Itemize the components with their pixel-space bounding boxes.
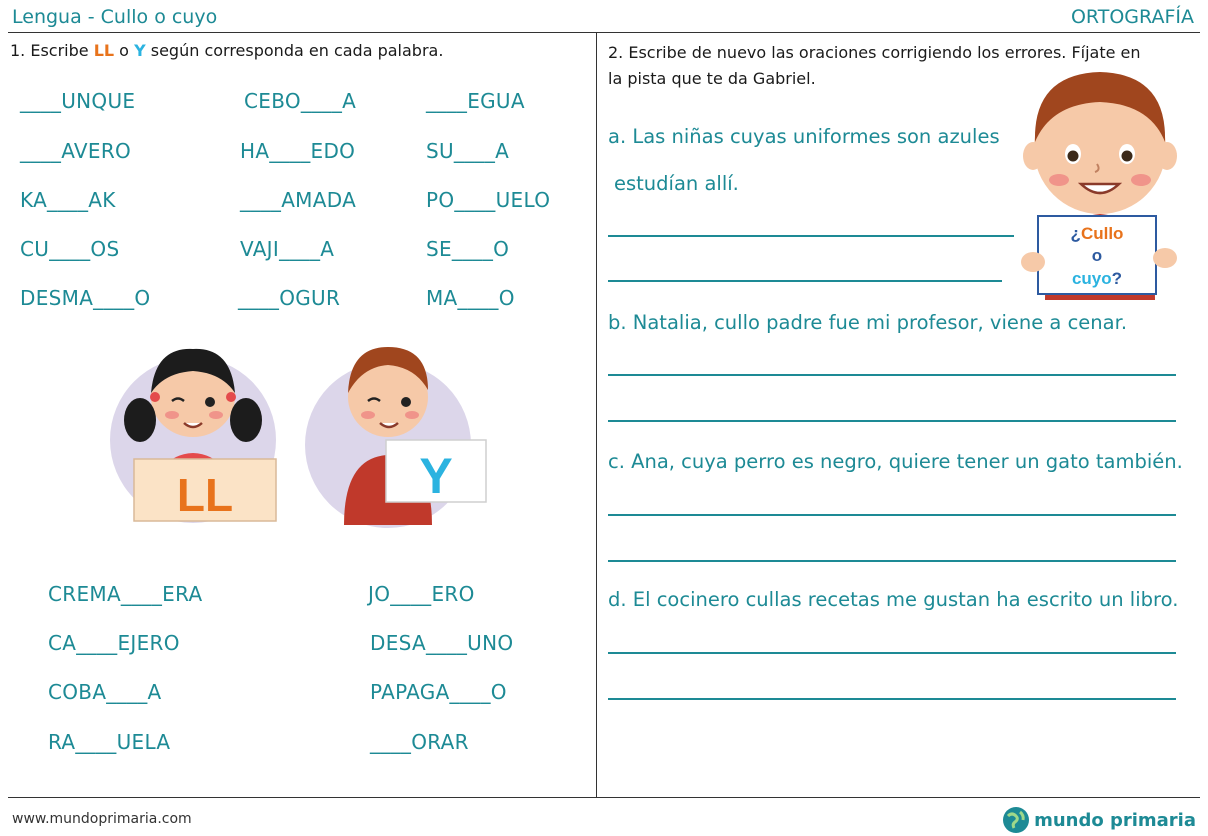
sign-cuyo-text: cuyo?: [1071, 269, 1123, 288]
word-item: CEBO____A: [244, 89, 357, 113]
y-sign: [386, 440, 486, 504]
sign-cullo-text: ¿Cullo: [1070, 224, 1124, 243]
answer-line[interactable]: [608, 698, 1176, 700]
word-item: RA____UELA: [48, 730, 171, 754]
answer-line[interactable]: [608, 560, 1176, 562]
answer-line[interactable]: [608, 374, 1176, 376]
gabriel-illustration: [1015, 68, 1185, 300]
answer-line[interactable]: [608, 235, 1014, 237]
word-item: MA____O: [426, 286, 515, 310]
ll-letters: LL: [93, 41, 115, 60]
word-item: ____UNQUE: [20, 89, 136, 113]
word-item: DESA____UNO: [370, 631, 514, 655]
word-item: ____OGUR: [238, 286, 341, 310]
word-item: SU____A: [426, 139, 510, 163]
column-divider: [596, 32, 597, 798]
sign-ll-text: LL: [176, 469, 234, 521]
children-illustration: [110, 335, 490, 530]
sign-o-text: o: [1091, 246, 1103, 265]
ll-sign: [134, 459, 276, 521]
word-item: ____ORAR: [370, 730, 469, 754]
sign-y-text: Y: [419, 448, 453, 504]
word-item: CREMA____ERA: [48, 582, 203, 606]
header-divider: [8, 32, 1200, 33]
worksheet-title: Lengua - Cullo o cuyo: [12, 6, 218, 28]
word-item: PAPAGA____O: [370, 680, 507, 704]
exercise2-instruction: 2. Escribe de nuevo las oraciones corrigiendo los errores. Fíjate en la pista que te da Gabriel.: [608, 43, 1141, 88]
answer-line[interactable]: [608, 280, 1002, 282]
sentence-a-line2: estudían allí.: [614, 172, 739, 195]
word-item: CU____OS: [20, 237, 120, 261]
sentence-d: d. El cocinero cullas recetas me gustan ha escrito un libro.: [608, 588, 1179, 611]
word-item: SE____O: [426, 237, 510, 261]
mundo-primaria-logo: mundo primaria: [1002, 806, 1196, 834]
word-item: DESMA____O: [20, 286, 151, 310]
word-item: COBA____A: [48, 680, 162, 704]
word-item: VAJI____A: [240, 237, 335, 261]
word-item: JO____ERO: [368, 582, 475, 606]
footer-divider: [8, 797, 1200, 798]
answer-line[interactable]: [608, 420, 1176, 422]
word-item: HA____EDO: [240, 139, 356, 163]
word-item: CA____EJERO: [48, 631, 180, 655]
category-label: ORTOGRAFÍA: [1070, 6, 1194, 28]
answer-line[interactable]: [608, 514, 1176, 516]
word-item: PO____UELO: [426, 188, 551, 212]
footer-url[interactable]: www.mundoprimaria.com: [12, 811, 192, 827]
exercise1-instruction: 1. Escribe LL o Y según corresponda en cada palabra.: [10, 41, 444, 60]
answer-line[interactable]: [608, 652, 1176, 654]
word-item: ____AVERO: [20, 139, 132, 163]
y-letter: Y: [134, 41, 146, 60]
sentence-c: c. Ana, cuya perro es negro, quiere tener un gato también.: [608, 450, 1183, 473]
word-item: KA____AK: [20, 188, 116, 212]
globe-icon: [1002, 806, 1030, 834]
sentence-a-line1: a. Las niñas cuyas uniformes son azules: [608, 125, 1000, 148]
word-item: ____EGUA: [426, 89, 525, 113]
word-item: ____AMADA: [240, 188, 357, 212]
sentence-b: b. Natalia, cullo padre fue mi profesor, viene a cenar.: [608, 311, 1128, 334]
